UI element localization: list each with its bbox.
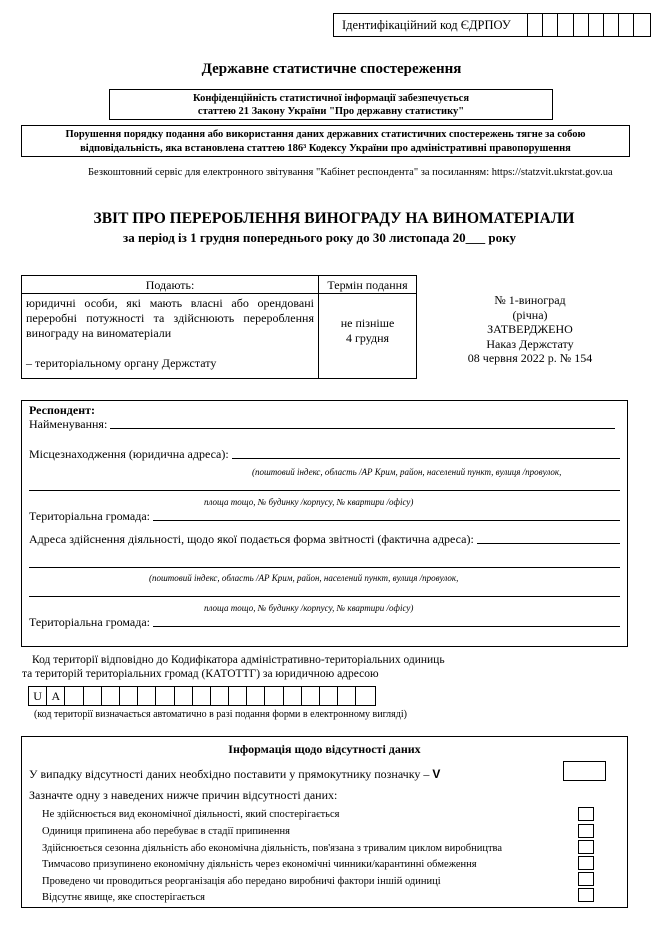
checkmark-v-symbol: V bbox=[432, 767, 441, 781]
submitters-header: Подають: bbox=[22, 276, 319, 294]
katottg-cell[interactable] bbox=[156, 687, 174, 705]
deadline-line-2: 4 грудня bbox=[345, 331, 390, 345]
missing-data-instruction bbox=[29, 767, 440, 782]
katottg-cell: U bbox=[29, 687, 47, 705]
katottg-cell[interactable] bbox=[356, 687, 374, 705]
legal-address-hint-2: площа тощо, № будинку /корпусу, № квартири /офісу) bbox=[204, 497, 414, 507]
edrpou-code-field bbox=[333, 13, 651, 37]
deadline-cell bbox=[319, 294, 417, 379]
actual-address-field[interactable] bbox=[29, 532, 620, 547]
form-approval-info bbox=[430, 293, 630, 366]
deadline-header: Термін подання bbox=[319, 276, 417, 294]
form-approved: ЗАТВЕРДЖЕНО bbox=[487, 322, 573, 336]
edrpou-digit-cell[interactable] bbox=[604, 14, 619, 36]
katottg-cell[interactable] bbox=[65, 687, 83, 705]
name-label: Найменування: bbox=[29, 417, 108, 431]
missing-data-section bbox=[21, 736, 628, 908]
reason-label: Не здійснюється вид економічної діяльності, який спостерігається bbox=[42, 809, 340, 820]
confidentiality-line-2: статтею 21 Закону України "Про державну статистику" bbox=[197, 106, 465, 117]
reason-checkbox[interactable] bbox=[578, 856, 594, 870]
recipient-text: – територіальному органу Держстату bbox=[26, 356, 217, 370]
edrpou-digit-cell[interactable] bbox=[574, 14, 589, 36]
report-period: за період із 1 грудня попереднього року до 30 листопада 20___ року bbox=[123, 230, 516, 245]
violation-notice bbox=[21, 125, 630, 157]
form-date: 08 червня 2022 р. № 154 bbox=[467, 351, 593, 365]
confidentiality-notice bbox=[109, 89, 553, 120]
submitters-text: юридичні особи, які мають власні або орендовані переробні потужності та здійснюють перероблення винограду на виноматеріали bbox=[26, 296, 314, 340]
submitters-cell bbox=[22, 294, 319, 379]
legal-address-input-line-2[interactable] bbox=[29, 490, 620, 491]
katottg-cell[interactable] bbox=[247, 687, 265, 705]
community-input-line[interactable] bbox=[153, 520, 620, 521]
katottg-label bbox=[22, 654, 445, 681]
form-order: Наказ Держстату bbox=[486, 336, 574, 351]
missing-reasons-label: Зазначте одну з наведених нижче причин відсутності даних: bbox=[29, 788, 338, 802]
survey-title: Державне статистичне спостереження bbox=[201, 61, 462, 77]
katottg-cell[interactable] bbox=[229, 687, 247, 705]
form-number: № 1-виноград bbox=[494, 293, 566, 307]
community-field[interactable] bbox=[29, 509, 620, 524]
legal-address-field[interactable] bbox=[29, 447, 620, 462]
reason-checkbox[interactable] bbox=[578, 824, 594, 838]
edrpou-digit-cell[interactable] bbox=[543, 14, 558, 36]
katottg-cell[interactable] bbox=[120, 687, 138, 705]
katottg-cell[interactable] bbox=[175, 687, 193, 705]
respondent-heading: Респондент: bbox=[29, 403, 95, 417]
reason-checkbox[interactable] bbox=[578, 872, 594, 886]
actual-address-hint-2: площа тощо, № будинку /корпусу, № квартири /офісу) bbox=[204, 603, 414, 613]
legal-address-hint-1: (поштовий індекс, область /АР Крим, район, населений пункт, вулиця /провулок, bbox=[252, 467, 562, 477]
report-title: ЗВІТ ПРО ПЕРЕРОБЛЕННЯ ВИНОГРАДУ НА ВИНОМАТЕРІАЛИ bbox=[93, 210, 575, 227]
confidentiality-line-1: Конфіденційність статистичної інформації забезпечується bbox=[192, 93, 469, 104]
missing-data-checkbox[interactable] bbox=[563, 761, 606, 781]
katottg-cell[interactable] bbox=[211, 687, 229, 705]
katottg-cell[interactable] bbox=[302, 687, 320, 705]
missing-data-title: Інформація щодо відсутності даних bbox=[228, 742, 421, 756]
actual-address-input-line-3[interactable] bbox=[29, 596, 620, 597]
katottg-cell[interactable] bbox=[284, 687, 302, 705]
katottg-cell[interactable] bbox=[138, 687, 156, 705]
katottg-label-line-2: та територій територіальних громад (КАТОТТГ) за юридичною адресою bbox=[22, 667, 379, 680]
katottg-note: (код території визначається автоматично в разі подання форми в електронному вигляді) bbox=[34, 709, 407, 720]
katottg-cell[interactable] bbox=[320, 687, 338, 705]
deadline-line-1: не пізніше bbox=[340, 316, 395, 330]
community-label-2: Територіальна громада: bbox=[29, 615, 150, 629]
katottg-label-line-1: Код території відповідно до Кодифікатора адміністративно-територіальних одиниць bbox=[32, 654, 445, 666]
actual-address-input-line-2[interactable] bbox=[29, 567, 620, 568]
katottg-cell[interactable] bbox=[102, 687, 120, 705]
legal-address-label: Місцезнаходження (юридична адреса): bbox=[29, 447, 229, 461]
community-label: Територіальна громада: bbox=[29, 509, 150, 523]
submitters-table bbox=[21, 275, 417, 379]
electronic-service-notice: Безкоштовний сервіс для електронного звітування "Кабінет респондента" за посиланням: https://statzvit.ukrstat.gov.ua bbox=[88, 167, 613, 178]
reason-label: Тимчасово призупинено економічну діяльність через економічні чинники/карантинні обмеження bbox=[42, 859, 477, 870]
edrpou-digit-cell[interactable] bbox=[619, 14, 634, 36]
reason-checkbox[interactable] bbox=[578, 888, 594, 902]
community-input-line-2[interactable] bbox=[153, 626, 620, 627]
reason-label: Одиниця припинена або перебуває в стадії припинення bbox=[42, 826, 290, 837]
violation-line-1: Порушення порядку подання або використання даних державних статистичних спостережень тягне за собою bbox=[65, 129, 586, 140]
edrpou-digit-cell[interactable] bbox=[558, 14, 573, 36]
katottg-cell[interactable] bbox=[338, 687, 356, 705]
reason-label: Відсутнє явище, яке спостерігається bbox=[42, 892, 205, 903]
violation-line-2: відповідальність, яка встановлена статтею 186³ Кодексу України про адміністративні правопорушення bbox=[80, 142, 571, 154]
reason-checkbox[interactable] bbox=[578, 807, 594, 821]
legal-address-input-line[interactable] bbox=[232, 458, 620, 459]
katottg-cell[interactable] bbox=[265, 687, 283, 705]
respondent-section bbox=[21, 400, 628, 647]
missing-data-instruction-text: У випадку відсутності даних необхідно поставити у прямокутнику позначку – bbox=[29, 767, 430, 781]
katottg-cell: A bbox=[47, 687, 65, 705]
form-periodicity: (річна) bbox=[512, 307, 548, 322]
community-field-2[interactable] bbox=[29, 615, 620, 630]
reason-checkbox[interactable] bbox=[578, 840, 594, 854]
katottg-code-grid bbox=[28, 686, 376, 706]
katottg-cell[interactable] bbox=[84, 687, 102, 705]
name-field[interactable] bbox=[29, 417, 615, 432]
actual-address-hint-1: (поштовий індекс, область /АР Крим, район, населений пункт, вулиця /провулок, bbox=[149, 573, 459, 583]
edrpou-digit-cell[interactable] bbox=[634, 14, 649, 36]
edrpou-digit-cell[interactable] bbox=[589, 14, 604, 36]
reason-label: Здійснюється сезонна діяльність або економічна діяльність, пов'язана з тривалим циклом виробництва bbox=[42, 843, 503, 854]
edrpou-label: Ідентифікаційний код ЄДРПОУ bbox=[334, 14, 528, 36]
reason-label: Проведено чи проводиться реорганізація або передано виробничі фактори іншій одиниці bbox=[42, 876, 441, 887]
edrpou-digit-cell[interactable] bbox=[528, 14, 543, 36]
actual-address-input-line[interactable] bbox=[477, 543, 620, 544]
actual-address-label: Адреса здійснення діяльності, щодо якої подається форма звітності (фактична адреса): bbox=[29, 532, 474, 546]
katottg-cell[interactable] bbox=[193, 687, 211, 705]
name-input-line[interactable] bbox=[110, 428, 615, 429]
